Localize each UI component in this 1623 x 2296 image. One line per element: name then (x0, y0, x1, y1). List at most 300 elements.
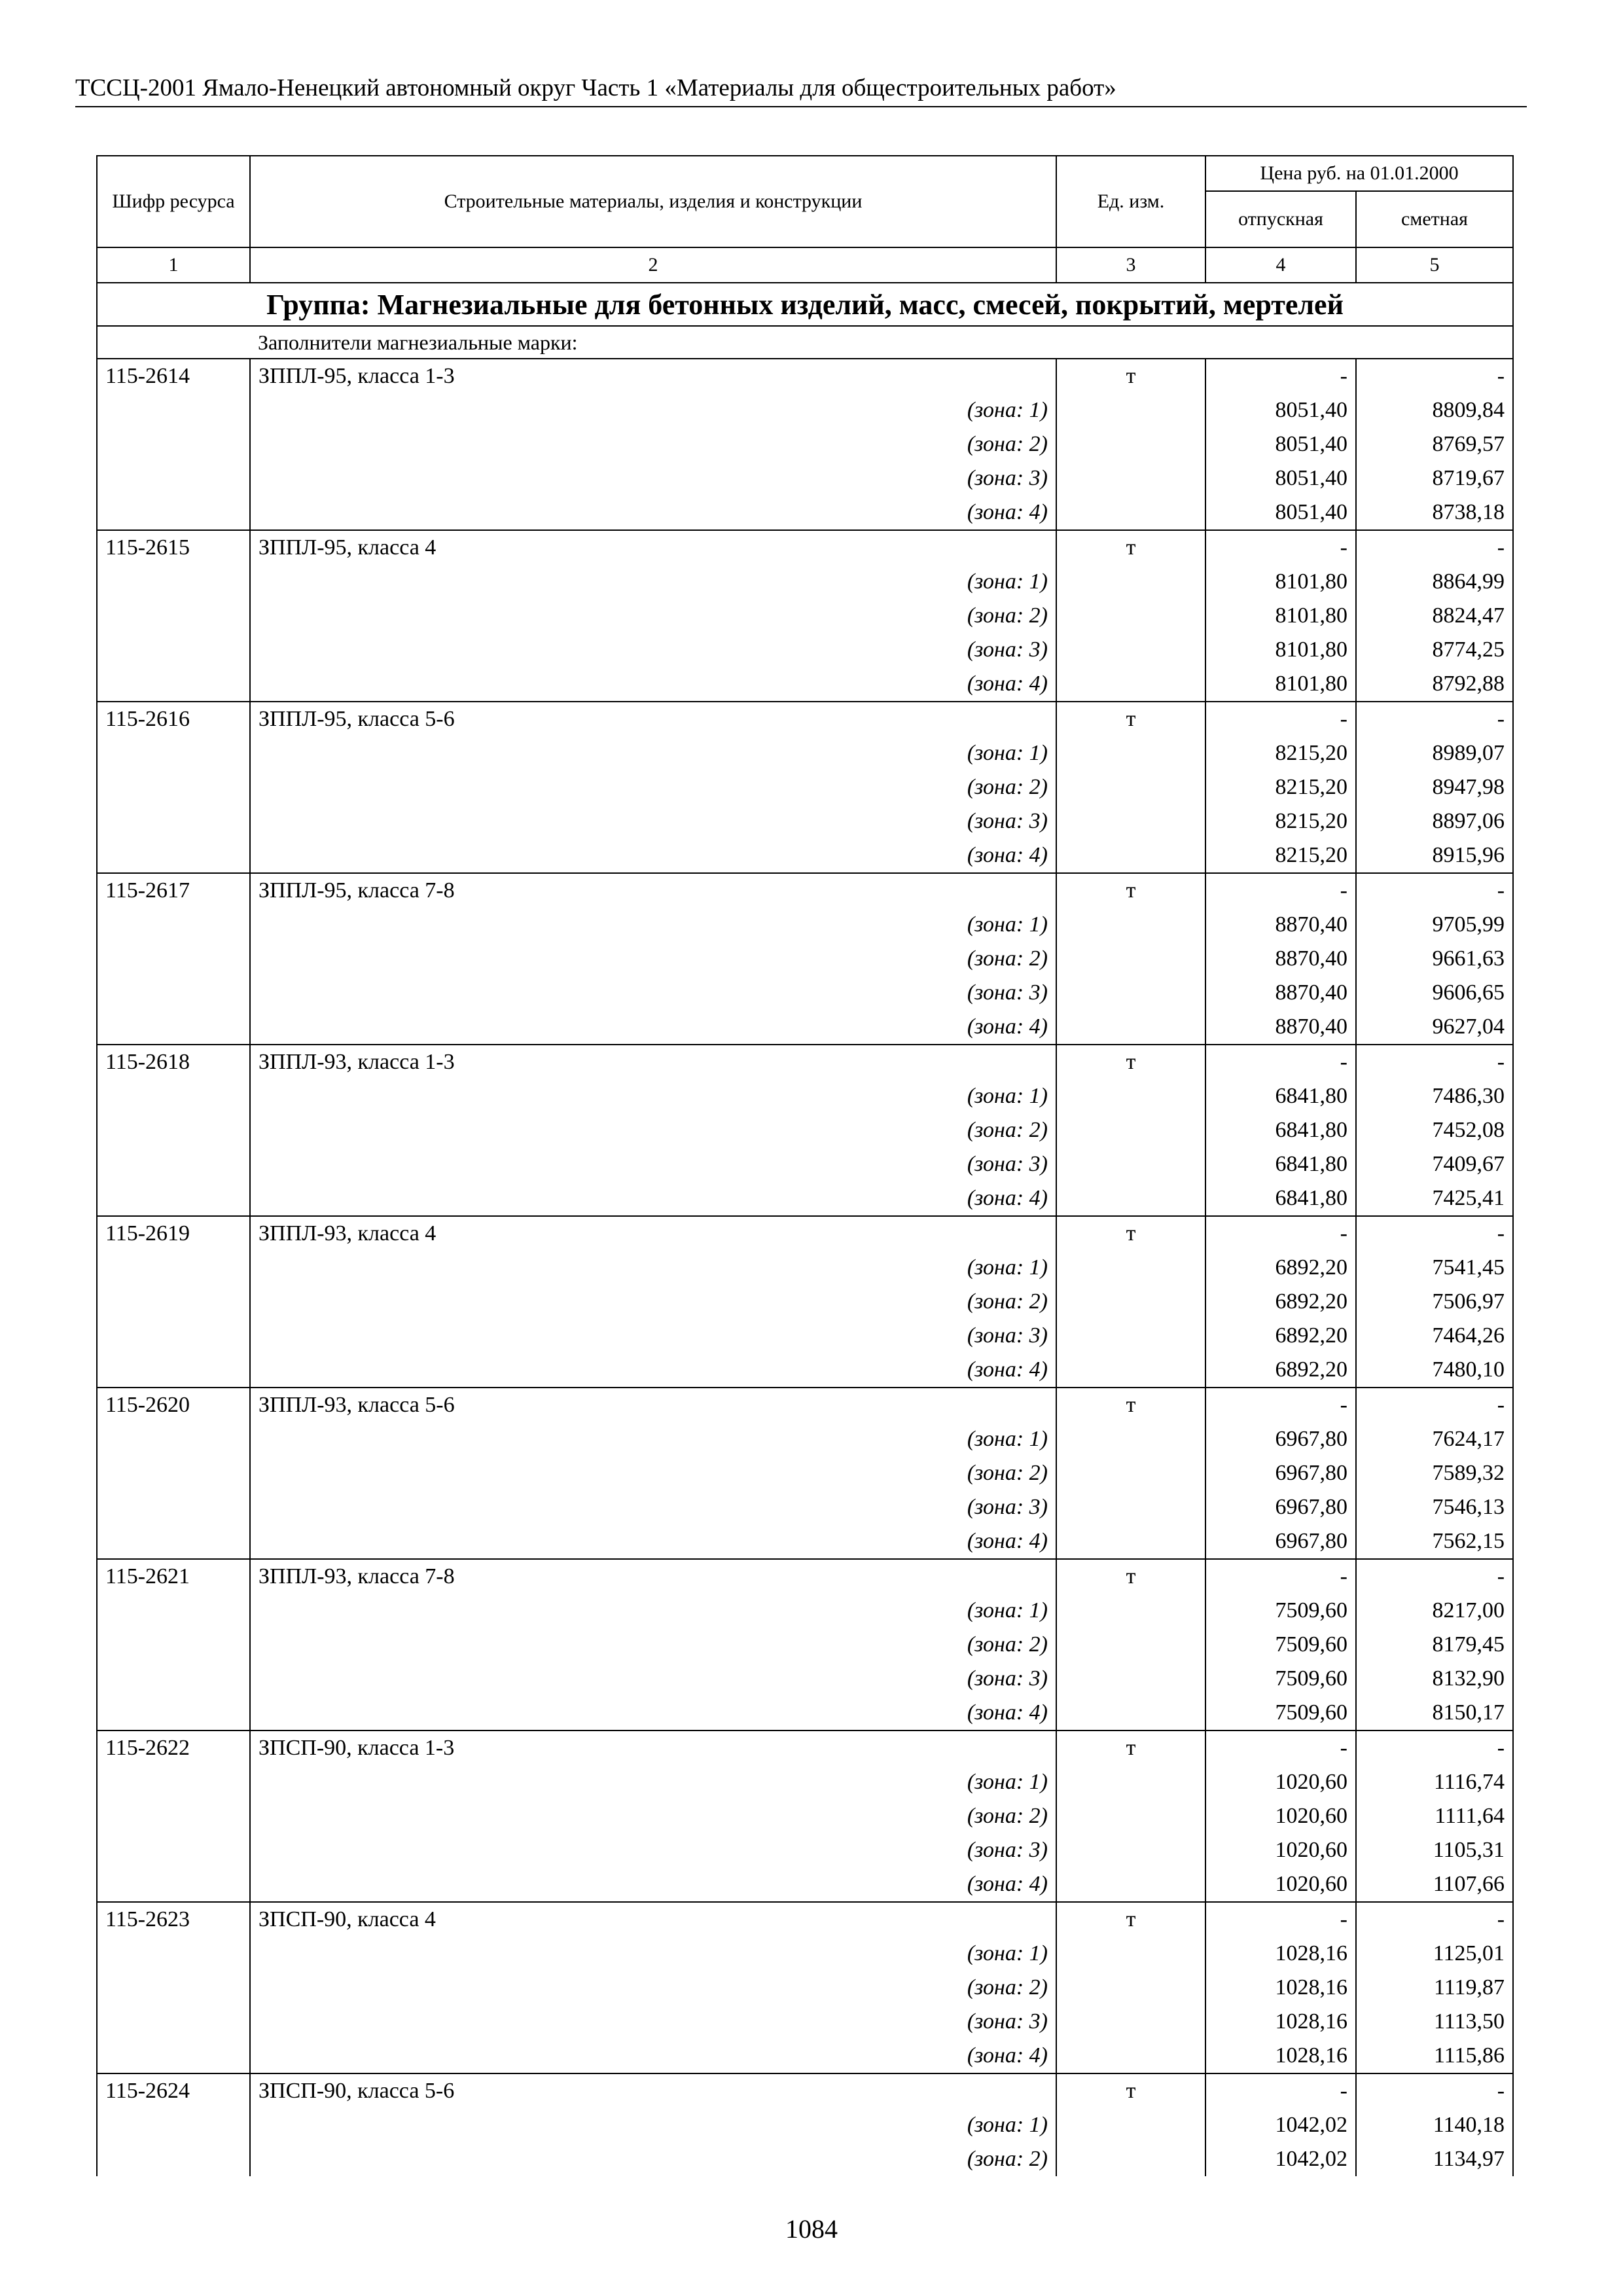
release-price: 6841,80 (1205, 1181, 1356, 1216)
zone-row (97, 736, 1513, 770)
empty-cell (1056, 2005, 1205, 2039)
release-price: 8051,40 (1205, 427, 1356, 461)
empty-cell (97, 1696, 250, 1731)
release-price: - (1205, 1902, 1356, 1937)
col-header-estimate-price: сметная (1356, 191, 1513, 247)
release-price: 8101,80 (1205, 633, 1356, 667)
empty-cell (1056, 942, 1205, 976)
release-price: 1020,60 (1205, 1867, 1356, 1902)
empty-cell (1056, 1422, 1205, 1456)
empty-cell (1056, 1490, 1205, 1524)
zone-label: (зона: 2) (250, 1971, 1056, 2005)
zone-row (97, 1799, 1513, 1833)
estimate-price: 1105,31 (1356, 1833, 1513, 1867)
material-name: ЗПСП-90, класса 4 (250, 1902, 1056, 1937)
estimate-price: - (1356, 702, 1513, 736)
empty-cell (1056, 770, 1205, 804)
zone-row (97, 2039, 1513, 2073)
unit-cell: т (1056, 1045, 1205, 1079)
estimate-price: 7425,41 (1356, 1181, 1513, 1216)
release-price: 7509,60 (1205, 1662, 1356, 1696)
unit-cell: т (1056, 1388, 1205, 1422)
estimate-price: - (1356, 1902, 1513, 1937)
zone-row (97, 1937, 1513, 1971)
empty-cell (1056, 2039, 1205, 2073)
zone-row (97, 1524, 1513, 1559)
zone-row (97, 770, 1513, 804)
zone-label: (зона: 1) (250, 2108, 1056, 2142)
zone-label: (зона: 1) (250, 1594, 1056, 1628)
zone-row (97, 1113, 1513, 1147)
release-price: 7509,60 (1205, 1696, 1356, 1731)
empty-cell (1056, 633, 1205, 667)
table-row (97, 530, 1513, 565)
release-price: 8101,80 (1205, 667, 1356, 702)
release-price: 1020,60 (1205, 1833, 1356, 1867)
empty-cell (97, 565, 250, 599)
unit-cell: т (1056, 1216, 1205, 1251)
zone-row (97, 804, 1513, 838)
empty-cell (97, 736, 250, 770)
zone-label: (зона: 3) (250, 804, 1056, 838)
empty-cell (97, 804, 250, 838)
estimate-price: - (1356, 359, 1513, 393)
empty-cell (97, 838, 250, 873)
release-price: 8051,40 (1205, 495, 1356, 530)
column-number: 4 (1205, 247, 1356, 283)
material-name: ЗППЛ-93, класса 4 (250, 1216, 1056, 1251)
estimate-price: - (1356, 530, 1513, 565)
estimate-price: 8989,07 (1356, 736, 1513, 770)
zone-label: (зона: 1) (250, 908, 1056, 942)
release-price: 6967,80 (1205, 1490, 1356, 1524)
empty-cell (97, 1456, 250, 1490)
zone-row (97, 1628, 1513, 1662)
empty-cell (97, 1971, 250, 2005)
zone-label: (зона: 1) (250, 393, 1056, 427)
release-price: 1042,02 (1205, 2142, 1356, 2176)
empty-cell (97, 1937, 250, 1971)
zone-row (97, 1867, 1513, 1902)
empty-cell (97, 942, 250, 976)
zone-label: (зона: 3) (250, 461, 1056, 495)
zone-row (97, 1010, 1513, 1045)
release-price: - (1205, 1045, 1356, 1079)
estimate-price: 7546,13 (1356, 1490, 1513, 1524)
release-price: 8870,40 (1205, 1010, 1356, 1045)
empty-cell (1056, 1594, 1205, 1628)
estimate-price: 7541,45 (1356, 1251, 1513, 1285)
empty-cell (97, 427, 250, 461)
material-name: ЗППЛ-93, класса 5-6 (250, 1388, 1056, 1422)
estimate-price: 8915,96 (1356, 838, 1513, 873)
release-price: - (1205, 1559, 1356, 1594)
column-numbers-row (97, 247, 1513, 283)
zone-row (97, 1594, 1513, 1628)
zone-label: (зона: 1) (250, 1422, 1056, 1456)
estimate-price: - (1356, 1388, 1513, 1422)
zone-row (97, 461, 1513, 495)
release-price: 7509,60 (1205, 1594, 1356, 1628)
release-price: 8215,20 (1205, 838, 1356, 873)
zone-row (97, 393, 1513, 427)
zone-label: (зона: 4) (250, 838, 1056, 873)
table-row (97, 1902, 1513, 1937)
material-name: ЗППЛ-93, класса 7-8 (250, 1559, 1056, 1594)
unit-cell: т (1056, 702, 1205, 736)
empty-cell (97, 1319, 250, 1353)
estimate-price: 8824,47 (1356, 599, 1513, 633)
zone-row (97, 599, 1513, 633)
unit-cell: т (1056, 873, 1205, 908)
zone-label: (зона: 2) (250, 1113, 1056, 1147)
empty-cell (1056, 1147, 1205, 1181)
unit-cell: т (1056, 2073, 1205, 2108)
estimate-price: 1119,87 (1356, 1971, 1513, 2005)
group-title: Группа: Магнезиальные для бетонных изделий, масс, смесей, покрытий, мертелей (97, 283, 1513, 326)
estimate-price: 1116,74 (1356, 1765, 1513, 1799)
empty-cell (1056, 1937, 1205, 1971)
zone-label: (зона: 3) (250, 976, 1056, 1010)
empty-cell (1056, 1353, 1205, 1388)
estimate-price: 1125,01 (1356, 1937, 1513, 1971)
release-price: - (1205, 1216, 1356, 1251)
zone-label: (зона: 4) (250, 1696, 1056, 1731)
material-name: ЗППЛ-95, класса 7-8 (250, 873, 1056, 908)
table-row (97, 1045, 1513, 1079)
estimate-price: 8769,57 (1356, 427, 1513, 461)
material-name: ЗППЛ-93, класса 1-3 (250, 1045, 1056, 1079)
empty-cell (97, 1422, 250, 1456)
zone-label: (зона: 2) (250, 427, 1056, 461)
empty-cell (1056, 1799, 1205, 1833)
release-price: 1028,16 (1205, 1937, 1356, 1971)
release-price: 6967,80 (1205, 1456, 1356, 1490)
release-price: - (1205, 873, 1356, 908)
zone-label: (зона: 4) (250, 1353, 1056, 1388)
material-name: ЗППЛ-95, класса 1-3 (250, 359, 1056, 393)
estimate-price: 8150,17 (1356, 1696, 1513, 1731)
subgroup-title: Заполнители магнезиальные марки: (97, 326, 1513, 359)
estimate-price: 8809,84 (1356, 393, 1513, 427)
empty-cell (1056, 427, 1205, 461)
estimate-price: 7562,15 (1356, 1524, 1513, 1559)
release-price: 8051,40 (1205, 461, 1356, 495)
estimate-price: 8179,45 (1356, 1628, 1513, 1662)
resource-code: 115-2614 (97, 359, 250, 393)
zone-label: (зона: 2) (250, 599, 1056, 633)
zone-row (97, 1353, 1513, 1388)
empty-cell (1056, 1181, 1205, 1216)
zone-label: (зона: 3) (250, 2005, 1056, 2039)
empty-cell (1056, 461, 1205, 495)
empty-cell (97, 1147, 250, 1181)
estimate-price: - (1356, 1731, 1513, 1765)
release-price: - (1205, 359, 1356, 393)
zone-label: (зона: 1) (250, 1079, 1056, 1113)
estimate-price: 9705,99 (1356, 908, 1513, 942)
empty-cell (97, 1524, 250, 1559)
zone-label: (зона: 2) (250, 1628, 1056, 1662)
release-price: 8870,40 (1205, 976, 1356, 1010)
empty-cell (1056, 565, 1205, 599)
zone-row (97, 565, 1513, 599)
zone-row (97, 1971, 1513, 2005)
unit-cell: т (1056, 1731, 1205, 1765)
empty-cell (1056, 1010, 1205, 1045)
empty-cell (1056, 1867, 1205, 1902)
zone-row (97, 838, 1513, 873)
release-price: 6841,80 (1205, 1113, 1356, 1147)
empty-cell (1056, 1113, 1205, 1147)
zone-row (97, 1147, 1513, 1181)
empty-cell (1056, 838, 1205, 873)
empty-cell (1056, 667, 1205, 702)
release-price: - (1205, 702, 1356, 736)
zone-row (97, 2142, 1513, 2176)
empty-cell (97, 1010, 250, 1045)
release-price: 6967,80 (1205, 1524, 1356, 1559)
zone-row (97, 427, 1513, 461)
release-price: - (1205, 2073, 1356, 2108)
empty-cell (97, 1490, 250, 1524)
empty-cell (97, 770, 250, 804)
material-name: ЗППЛ-95, класса 4 (250, 530, 1056, 565)
zone-row (97, 1079, 1513, 1113)
table-row (97, 702, 1513, 736)
empty-cell (97, 1079, 250, 1113)
estimate-price: 8792,88 (1356, 667, 1513, 702)
zone-row (97, 633, 1513, 667)
zone-label: (зона: 3) (250, 1833, 1056, 1867)
price-table (96, 155, 1514, 2176)
unit-cell: т (1056, 359, 1205, 393)
items-body (97, 359, 1513, 2176)
zone-row (97, 1662, 1513, 1696)
release-price: 8215,20 (1205, 736, 1356, 770)
zone-row (97, 1422, 1513, 1456)
zone-row (97, 1181, 1513, 1216)
empty-cell (1056, 2142, 1205, 2176)
page-header: ТССЦ-2001 Ямало-Ненецкий автономный округ Часть 1 «Материалы для общестроительных работ» (75, 73, 1527, 107)
release-price: 8101,80 (1205, 565, 1356, 599)
estimate-price: 8947,98 (1356, 770, 1513, 804)
estimate-price: - (1356, 1559, 1513, 1594)
zone-row (97, 976, 1513, 1010)
empty-cell (97, 495, 250, 530)
zone-label: (зона: 1) (250, 1251, 1056, 1285)
estimate-price: 8217,00 (1356, 1594, 1513, 1628)
empty-cell (97, 2142, 250, 2176)
empty-cell (1056, 1662, 1205, 1696)
zone-label: (зона: 3) (250, 633, 1056, 667)
resource-code: 115-2621 (97, 1559, 250, 1594)
empty-cell (97, 908, 250, 942)
estimate-price: 1115,86 (1356, 2039, 1513, 2073)
release-price: - (1205, 1731, 1356, 1765)
zone-label: (зона: 4) (250, 1010, 1056, 1045)
estimate-price: 8738,18 (1356, 495, 1513, 530)
empty-cell (1056, 2108, 1205, 2142)
estimate-price: 1113,50 (1356, 2005, 1513, 2039)
zone-label: (зона: 2) (250, 942, 1056, 976)
empty-cell (1056, 1456, 1205, 1490)
resource-code: 115-2618 (97, 1045, 250, 1079)
zone-label: (зона: 2) (250, 770, 1056, 804)
table-row (97, 1216, 1513, 1251)
zone-row (97, 1765, 1513, 1799)
zone-row (97, 1833, 1513, 1867)
zone-label: (зона: 4) (250, 1524, 1056, 1559)
estimate-price: 7506,97 (1356, 1285, 1513, 1319)
release-price: 1020,60 (1205, 1799, 1356, 1833)
estimate-price: - (1356, 1216, 1513, 1251)
empty-cell (1056, 736, 1205, 770)
zone-label: (зона: 1) (250, 1765, 1056, 1799)
empty-cell (97, 1251, 250, 1285)
empty-cell (97, 2108, 250, 2142)
empty-cell (1056, 1079, 1205, 1113)
release-price: 6892,20 (1205, 1319, 1356, 1353)
estimate-price: 9606,65 (1356, 976, 1513, 1010)
unit-cell: т (1056, 1902, 1205, 1937)
zone-label: (зона: 3) (250, 1319, 1056, 1353)
estimate-price: 8774,25 (1356, 633, 1513, 667)
page-number: 1084 (785, 2214, 838, 2244)
empty-cell (97, 1113, 250, 1147)
table-row (97, 359, 1513, 393)
release-price: 1028,16 (1205, 2039, 1356, 2073)
zone-label: (зона: 4) (250, 1181, 1056, 1216)
estimate-price: 1140,18 (1356, 2108, 1513, 2142)
release-price: 6892,20 (1205, 1353, 1356, 1388)
empty-cell (1056, 1833, 1205, 1867)
zone-label: (зона: 1) (250, 736, 1056, 770)
zone-label: (зона: 2) (250, 1799, 1056, 1833)
col-header-release-price: отпускная (1205, 191, 1356, 247)
empty-cell (1056, 1524, 1205, 1559)
release-price: 8215,20 (1205, 770, 1356, 804)
resource-code: 115-2616 (97, 702, 250, 736)
release-price: 6892,20 (1205, 1251, 1356, 1285)
material-name: ЗПСП-90, класса 5-6 (250, 2073, 1056, 2108)
estimate-price: 7624,17 (1356, 1422, 1513, 1456)
resource-code: 115-2619 (97, 1216, 250, 1251)
empty-cell (97, 1765, 250, 1799)
release-price: 6967,80 (1205, 1422, 1356, 1456)
zone-label: (зона: 2) (250, 2142, 1056, 2176)
empty-cell (97, 633, 250, 667)
estimate-price: 1134,97 (1356, 2142, 1513, 2176)
zone-label: (зона: 1) (250, 1937, 1056, 1971)
empty-cell (97, 976, 250, 1010)
zone-row (97, 1319, 1513, 1353)
empty-cell (97, 2005, 250, 2039)
empty-cell (1056, 1971, 1205, 2005)
release-price: 8101,80 (1205, 599, 1356, 633)
group-row (97, 283, 1513, 326)
empty-cell (1056, 804, 1205, 838)
table-row (97, 873, 1513, 908)
zone-row (97, 1696, 1513, 1731)
empty-cell (97, 1799, 250, 1833)
empty-cell (97, 461, 250, 495)
zone-label: (зона: 4) (250, 1867, 1056, 1902)
zone-row (97, 942, 1513, 976)
zone-row (97, 667, 1513, 702)
release-price: 1028,16 (1205, 1971, 1356, 2005)
estimate-price: 8719,67 (1356, 461, 1513, 495)
zone-row (97, 1251, 1513, 1285)
estimate-price: 7480,10 (1356, 1353, 1513, 1388)
zone-label: (зона: 3) (250, 1147, 1056, 1181)
empty-cell (1056, 976, 1205, 1010)
empty-cell (97, 1181, 250, 1216)
empty-cell (97, 2039, 250, 2073)
estimate-price: 7486,30 (1356, 1079, 1513, 1113)
column-number: 5 (1356, 247, 1513, 283)
resource-code: 115-2623 (97, 1902, 250, 1937)
empty-cell (1056, 599, 1205, 633)
column-number: 2 (250, 247, 1056, 283)
estimate-price: - (1356, 873, 1513, 908)
zone-label: (зона: 3) (250, 1490, 1056, 1524)
zone-label: (зона: 3) (250, 1662, 1056, 1696)
estimate-price: 7452,08 (1356, 1113, 1513, 1147)
release-price: 6892,20 (1205, 1285, 1356, 1319)
material-name: ЗПСП-90, класса 1-3 (250, 1731, 1056, 1765)
table-row (97, 1388, 1513, 1422)
empty-cell (97, 1867, 250, 1902)
release-price: 8870,40 (1205, 908, 1356, 942)
estimate-price: - (1356, 2073, 1513, 2108)
column-number: 1 (97, 247, 250, 283)
zone-row (97, 908, 1513, 942)
empty-cell (1056, 1285, 1205, 1319)
zone-label: (зона: 2) (250, 1456, 1056, 1490)
zone-row (97, 2005, 1513, 2039)
release-price: 8870,40 (1205, 942, 1356, 976)
estimate-price: 1111,64 (1356, 1799, 1513, 1833)
estimate-price: 7409,67 (1356, 1147, 1513, 1181)
release-price: 1042,02 (1205, 2108, 1356, 2142)
empty-cell (97, 1594, 250, 1628)
zone-label: (зона: 1) (250, 565, 1056, 599)
empty-cell (1056, 393, 1205, 427)
release-price: 6841,80 (1205, 1147, 1356, 1181)
empty-cell (1056, 495, 1205, 530)
zone-row (97, 495, 1513, 530)
col-header-name: Строительные материалы, изделия и конструкции (250, 156, 1056, 247)
estimate-price: 7589,32 (1356, 1456, 1513, 1490)
zone-row (97, 1490, 1513, 1524)
col-header-unit: Ед. изм. (1056, 156, 1205, 247)
col-header-price-group: Цена руб. на 01.01.2000 (1205, 156, 1513, 191)
zone-label: (зона: 2) (250, 1285, 1056, 1319)
resource-code: 115-2622 (97, 1731, 250, 1765)
unit-cell: т (1056, 530, 1205, 565)
estimate-price: 9627,04 (1356, 1010, 1513, 1045)
zone-label: (зона: 4) (250, 2039, 1056, 2073)
empty-cell (97, 1662, 250, 1696)
zone-row (97, 1285, 1513, 1319)
release-price: 1028,16 (1205, 2005, 1356, 2039)
table-row (97, 2073, 1513, 2108)
empty-cell (1056, 1696, 1205, 1731)
zone-row (97, 2108, 1513, 2142)
zone-label: (зона: 4) (250, 667, 1056, 702)
release-price: 8215,20 (1205, 804, 1356, 838)
